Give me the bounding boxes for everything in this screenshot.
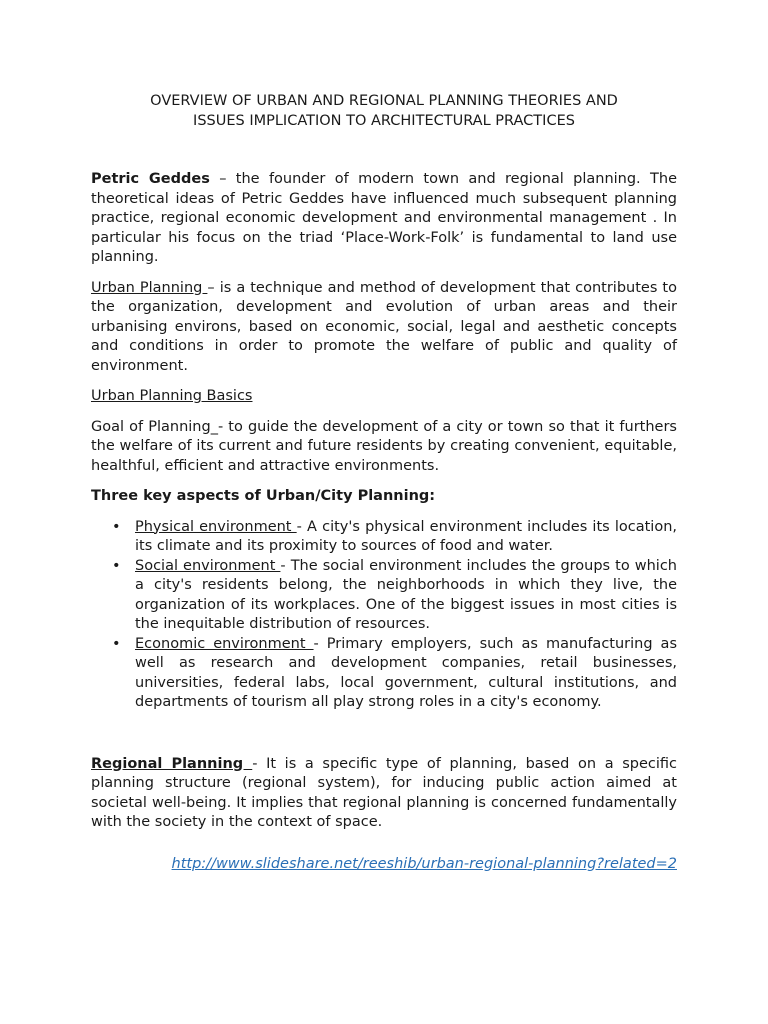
list-item	[112, 518, 677, 557]
regional-planning-paragraph	[91, 755, 677, 833]
aspect-term: Economic environment	[135, 635, 314, 652]
bullet-icon: •	[112, 557, 121, 574]
goal-term: Goal of Planning_	[91, 418, 218, 435]
reference-link-row	[91, 855, 677, 875]
regional-planning-term: Regional Planning	[91, 755, 253, 772]
list-item	[112, 635, 677, 713]
basics-heading: Urban Planning Basics	[91, 388, 253, 404]
reference-link[interactable]: http://www.slideshare.net/reeshib/urban-regional-planning?related=2	[171, 855, 677, 872]
aspect-term: Physical environment	[135, 518, 297, 535]
urban-planning-text: – is a technique and method of development that contributes to the organization, development and evolution of urban areas and their urbanising environs, based on economic, social, legal and aesthetic concepts and conditions in order to promote the welfare of public and quality of environment.	[91, 279, 677, 374]
aspect-text: - A city's physical environment includes its location, its climate and its proximity to sources of food and water.	[135, 518, 677, 554]
aspect-text: - The social environment includes the groups to which a city's residents belong, the neighborhoods in which they live, the organization of its workplaces. One of the biggest issues in most cities is the inequitable distribution of resources.	[135, 557, 677, 632]
document-title	[91, 92, 677, 131]
geddes-text: – the founder of modern town and regional planning. The theoretical ideas of Petric Geddes have influenced much subsequent planning practice, regional economic development and environmental management . In particular his focus on the triad ‘Place-Work-Folk’ is fundamental to land use planning.	[91, 171, 677, 265]
aspects-heading: Three key aspects of Urban/City Planning:	[91, 488, 436, 504]
bullet-icon: •	[112, 518, 121, 535]
aspect-text: - Primary employers, such as manufacturing as well as research and development companies, retail businesses, universities, federal labs, local government, cultural institutions, and departments of tourism all play strong roles in a city's economy.	[135, 635, 677, 710]
bullet-icon: •	[112, 635, 121, 652]
list-item	[112, 557, 677, 635]
aspects-list	[91, 518, 677, 713]
geddes-term: Petric Geddes	[91, 171, 210, 187]
goal-paragraph	[91, 418, 677, 477]
title-line-2: ISSUES IMPLICATION TO ARCHITECTURAL PRACTICES	[193, 112, 575, 129]
goal-text: - to guide the development of a city or town so that it furthers the welfare of its current and future residents by creating convenient, equitable, healthful, efficient and attractive environments.	[91, 418, 677, 474]
geddes-paragraph	[91, 170, 677, 268]
aspect-term: Social environment	[135, 557, 281, 574]
urban-planning-paragraph	[91, 279, 677, 377]
title-line-1: OVERVIEW OF URBAN AND REGIONAL PLANNING THEORIES AND	[150, 93, 618, 109]
regional-planning-text: - It is a specific type of planning, based on a specific planning structure (regional system), for inducing public action aimed at societal well-being. It implies that regional planning is concerned fundamentally with the society in the context of space.	[91, 755, 677, 830]
urban-planning-term: Urban Planning	[91, 279, 208, 296]
